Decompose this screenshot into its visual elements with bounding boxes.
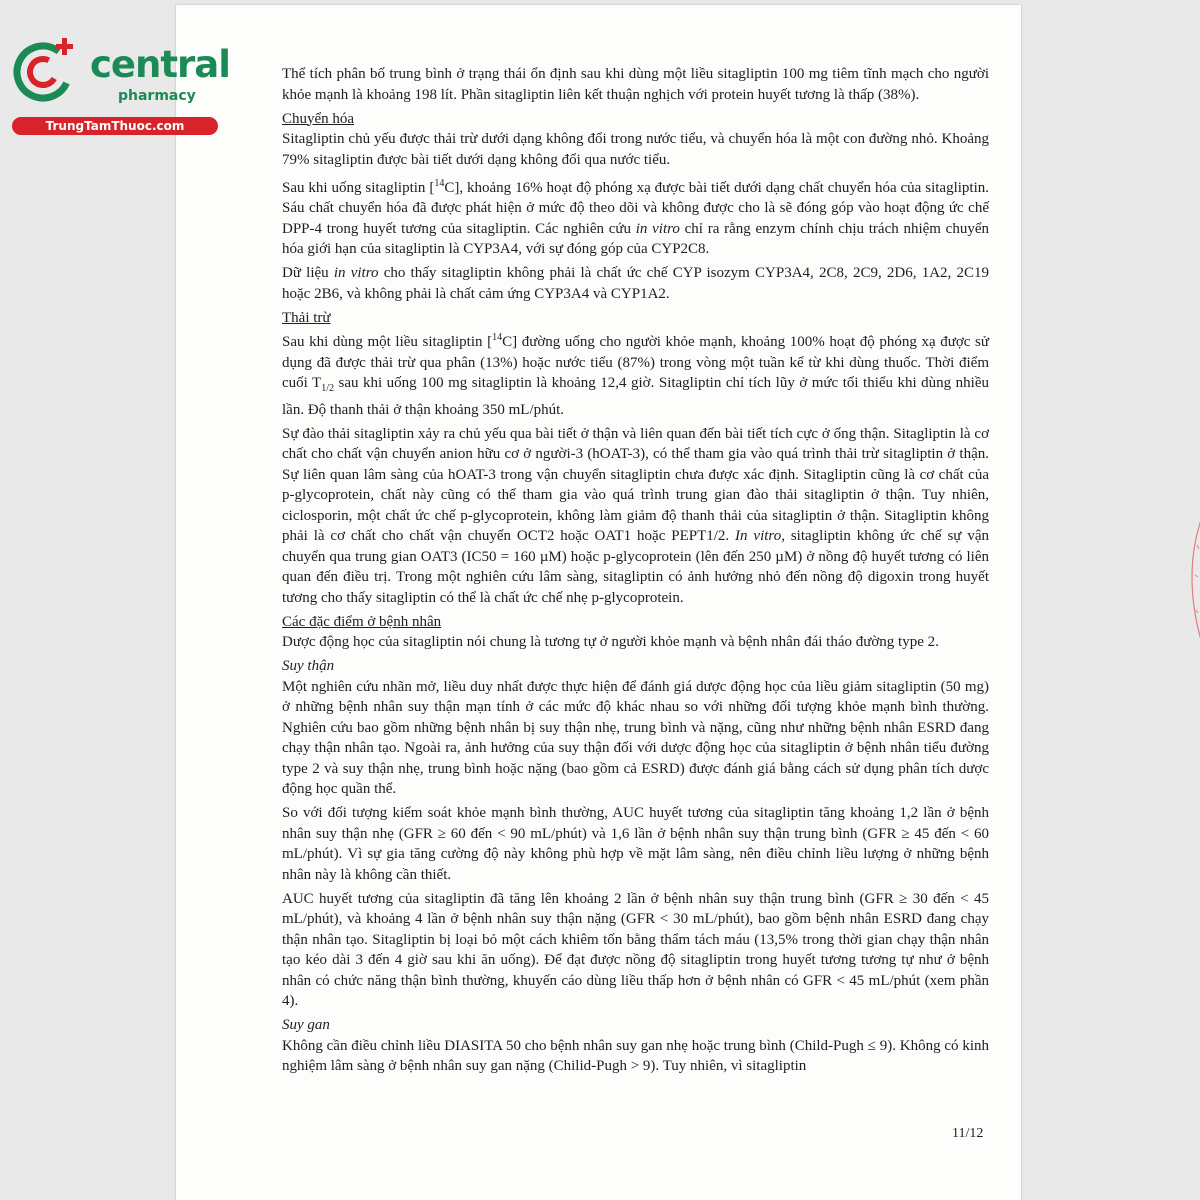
paragraph-renal-3: AUC huyết tương của sitagliptin đã tăng lên khoảng 2 lần ở bệnh nhân suy thận trung bình (GFR ≥ 30 đến < 45 mL/phút), và khoảng 4 lần ở bệnh nhân suy thận nặng (GFR < 30 mL/phút), bao gồm bệnh nhân ESRD đang chạy thận nhân tạo. Sitagliptin bị loại bỏ một cách khiêm tốn bằng thẩm tách máu (13,5% trong thời gian chạy thận nhân tạo kéo dài 3 đến 4 giờ sau khi ăn uống). Để đạt được nồng độ sitagliptin trong huyết tương tương tự như ở bệnh nhân có chức năng thận bình thường, khuyến cáo dùng liều thấp hơn ở bệnh nhân có GFR < 45 mL/phút (xem phần 4). xyxy=(282,890,989,1009)
paragraph-metabolism-1: Sitagliptin chủ yếu được thải trừ dưới dạng không đổi trong nước tiểu, và chuyển hóa là một con đường nhỏ. Khoảng 79% sitagliptin được bài tiết dưới dạng không đổi qua nước tiểu. xyxy=(282,131,989,168)
central-pharmacy-logo xyxy=(10,35,230,140)
logo-mark-icon xyxy=(10,35,80,105)
logo-wordmark: central xyxy=(90,43,230,86)
italic-run: in vitro xyxy=(635,220,680,237)
text-run: chỉ ra rằng enzym chính chịu trách nhiệm chuyển hóa giới hạn của sitagliptin là CYP3A4, với sự đóng góp của CYP2C8. xyxy=(282,220,989,257)
heading-metabolism: Chuyển hóa xyxy=(282,110,355,127)
superscript: 14 xyxy=(434,177,445,189)
text-run: sau khi uống 100 mg sitagliptin là khoảng 12,4 giờ. Sitagliptin chỉ tích lũy ở mức tối thiểu khi dùng nhiều lần. Độ thanh thải ở thận khoảng 350 mL/phút. xyxy=(282,375,989,418)
italic-run: In vitro, xyxy=(735,528,785,544)
paragraph-renal-1: Một nghiên cứu nhãn mở, liều duy nhất được thực hiện để đánh giá dược động học của liều giảm sitagliptin (50 mg) ở những bệnh nhân suy thận mạn tính ở các mức độ khác nhau so với những đối tượng khỏe mạnh bình thường. Nghiên cứu bao gồm những bệnh nhân bị suy thận nhẹ, trung bình và nặng, cũng như những bệnh nhân ESRD đang chạy thận nhân tạo. Ngoài ra, ảnh hưởng của suy thận đối với dược động học của sitagliptin ở bệnh nhân tiểu đường type 2 và suy thận nhẹ, trung bình hoặc nặng (bao gồm cả ESRD) được đánh giá bằng cách sử dụng phân tích dược động học quần thể. xyxy=(282,678,989,797)
text-run: C], khoảng 16% hoạt độ phóng xạ được bài tiết dưới dạng chất chuyển hóa của sitagliptin. Sáu chất chuyển hóa đã được phát hiện ở mức độ theo dõi và không được cho là sẽ đóng góp vào hoạt động ức chế DPP-4 trong huyết tương của sitagliptin. Các nghiên cứu xyxy=(282,179,990,237)
subscript: 1/2 xyxy=(321,383,334,394)
paragraph-metabolism-2 xyxy=(282,174,989,260)
text-run: sitagliptin không ức chế sự vận chuyển qua trung gian OAT3 (IC50 = 160 µM) hoặc p-glycoprotein (lên đến 250 µM) ở nồng độ huyết tương có liên quan đến điều trị. Trong một nghiên cứu lâm sàng, sitagliptin có ảnh hưởng nhỏ đến nồng độ digoxin trong huyết tương cho thấy sitagliptin có thể là chất ức chế nhẹ p-glycoprotein. xyxy=(282,528,989,606)
superscript: 14 xyxy=(492,332,503,343)
paragraph-distribution: Thể tích phân bố trung bình ở trạng thái ổn định sau khi dùng một liều sitagliptin 100 mg tiêm tĩnh mạch cho người khỏe mạnh là khoảng 198 lít. Phần sitagliptin liên kết thuận nghịch với protein huyết tương là thấp (38%). xyxy=(282,66,989,103)
logo-website-banner: TrungTamThuoc.com xyxy=(12,117,218,135)
page-number: 11/12 xyxy=(952,1126,984,1141)
heading-hepatic-impairment: Suy gan xyxy=(282,1017,330,1033)
text-run: C] đường uống cho người khỏe mạnh, khoảng 100% hoạt độ phóng xạ được sử dụng đã được thải trừ qua phân (13%) hoặc nước tiểu (87%) trong vòng một tuần kể từ khi dùng thuốc. Thời điểm cuối T xyxy=(282,334,989,391)
paragraph-elimination-2 xyxy=(282,424,989,609)
paragraph-hepatic: Không cần điều chỉnh liều DIASITA 50 cho bệnh nhân suy gan nhẹ hoặc trung bình (Child-Pugh ≤ 9). Không có kinh nghiệm lâm sàng ở bệnh nhân suy gan nặng (Chilid-Pugh > 9). Tuy nhiên, vì sitagliptin xyxy=(282,1037,989,1074)
text-run: cho thấy sitagliptin không phải là chất ức chế CYP isozym CYP3A4, 2C8, 2C9, 2D6, 1A2, 2C19 hoặc 2B6, và không phải là chất cảm ứng CYP3A4 và CYP1A2. xyxy=(282,265,989,302)
italic-run: in vitro xyxy=(333,265,379,281)
paragraph-patient-characteristics: Dược động học của sitagliptin nói chung là tương tự ở người khỏe mạnh và bệnh nhân đái tháo đường type 2. xyxy=(282,634,939,650)
text-run: Sau khi dùng một liều sitagliptin [ xyxy=(282,334,493,350)
logo-subtitle: pharmacy xyxy=(118,88,196,104)
paragraph-renal-2: So với đối tượng kiểm soát khỏe mạnh bình thường, AUC huyết tương của sitagliptin tăng khoảng 1,2 lần ở bệnh nhân suy thận nhẹ (GFR ≥ 60 đến < 90 mL/phút) và 1,6 lần ở bệnh nhân suy thận trung bình (GFR ≥ 45 đến < 60 mL/phút). Vì sự gia tăng cường độ này không phù hợp về mặt lâm sàng, nên điều chỉnh liều lượng ở những bệnh nhân này là không cần thiết. xyxy=(282,805,989,883)
text-run: Dữ liệu xyxy=(282,265,334,281)
paragraph-metabolism-3 xyxy=(282,263,989,304)
heading-renal-impairment: Suy thận xyxy=(282,658,335,674)
text-run: Sự đào thải sitagliptin xảy ra chủ yếu qua bài tiết ở thận và liên quan đến bài tiết tích cực ở ống thận. Sitagliptin là cơ chất cho chất vận chuyển anion hữu cơ ở người-3 (hOAT-3), có thể tham gia vào quá trình thải trừ sitagliptin ở thận. Sự liên quan lâm sàng của hOAT-3 trong vận chuyển sitagliptin chưa được xác định. Sitagliptin cũng là cơ chất của p-glycoprotein, chất này cũng có thể tham gia vào quá trình trung gian đào thải sitagliptin ở thận. Tuy nhiên, ciclosporin, một chất ức chế p-glycoprotein, không làm giảm độ thanh thải của sitagliptin ở thận. Sitagliptin không phải là cơ chất cho chất vận chuyển OCT2 hoặc OAT1 hoặc PEPT1/2. xyxy=(282,425,989,544)
heading-elimination: Thải trừ xyxy=(282,309,331,326)
heading-patient-characteristics: Các đặc điểm ở bệnh nhân xyxy=(282,613,442,630)
text-run: Sau khi uống sitagliptin [ xyxy=(282,179,435,196)
red-stamp-mark xyxy=(1181,515,1200,645)
document-body xyxy=(282,64,989,1080)
paragraph-elimination-1 xyxy=(282,328,989,420)
